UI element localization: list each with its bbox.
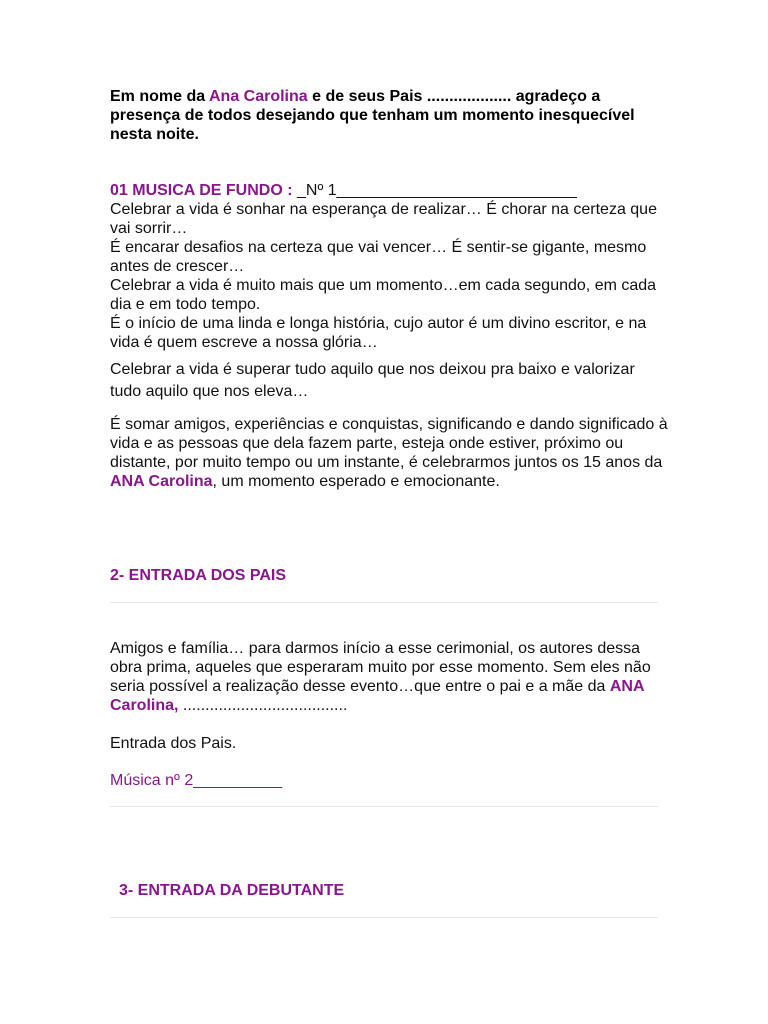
section2-paragraph — [110, 639, 670, 715]
section2-entrada-text: Entrada dos Pais. — [110, 735, 237, 752]
section1-paragraph-3 — [110, 415, 670, 491]
section2-divider-top — [110, 602, 658, 603]
section2-heading: 2- ENTRADA DOS PAIS — [110, 567, 287, 584]
section1-para3-name: ANA Carolina — [110, 473, 213, 490]
section1-line-1: Celebrar a vida é sonhar na esperança de realizar… É chorar na certeza que vai sorrir… — [110, 201, 657, 237]
section1-para3-end: , um momento esperado e emocionante. — [212, 473, 500, 490]
section2-para-text: Amigos e família… para darmos início a esse cerimonial, os autores dessa obra prima, aqueles que esperaram muito por esse momento. Sem eles não seria possível a realização desse evento…que entre o pai e a mãe da — [110, 640, 651, 695]
section2-divider-bottom — [110, 806, 658, 807]
section1-block — [110, 181, 670, 352]
section1-line-2: É encarar desafios na certeza que vai vencer… É sentir-se gigante, mesmo antes de crescer… — [110, 239, 647, 275]
intro-paragraph — [110, 87, 670, 144]
section3-divider — [110, 917, 658, 918]
section1-line-4: É o início de uma linda e longa história, cujo autor é um divino escritor, e na vida é quem escreve a nossa glória… — [110, 315, 647, 351]
intro-debutante-name: Ana Carolina — [208, 88, 308, 105]
section1-title-line — [110, 181, 670, 200]
intro-text-start: Em nome da — [110, 88, 209, 105]
section1-para3-text: É somar amigos, experiências e conquistas, significando e dando significado à vida e as pessoas que dela fazem parte, esteja onde estiver, próximo ou distante, por muito tempo ou um instante, é celebrarmos juntos os 15 anos da — [110, 416, 668, 471]
section2-para-name: ANA Carolina, — [110, 678, 644, 714]
section1-line-3: Celebrar a vida é muito mais que um momento…em cada segundo, em cada dia e em todo tempo. — [110, 277, 657, 313]
section1-music-blank: _Nº 1___________________________ — [296, 182, 577, 199]
section1-heading: 01 MUSICA DE FUNDO : — [110, 182, 297, 199]
section1-paragraph-2: Celebrar a vida é superar tudo aquilo que nos deixou pra baixo e valorizar tudo aquilo que nos eleva… — [110, 361, 635, 400]
intro-text-end: e de seus Pais ................... agradeço a presença de todos desejando que tenham um momento inesquecível nesta noite. — [110, 88, 635, 143]
section2-music-line: Música nº 2__________ — [110, 772, 283, 789]
section3-heading: 3- ENTRADA DA DEBUTANTE — [119, 882, 345, 899]
section2-para-dots: ..................................... — [178, 697, 348, 714]
